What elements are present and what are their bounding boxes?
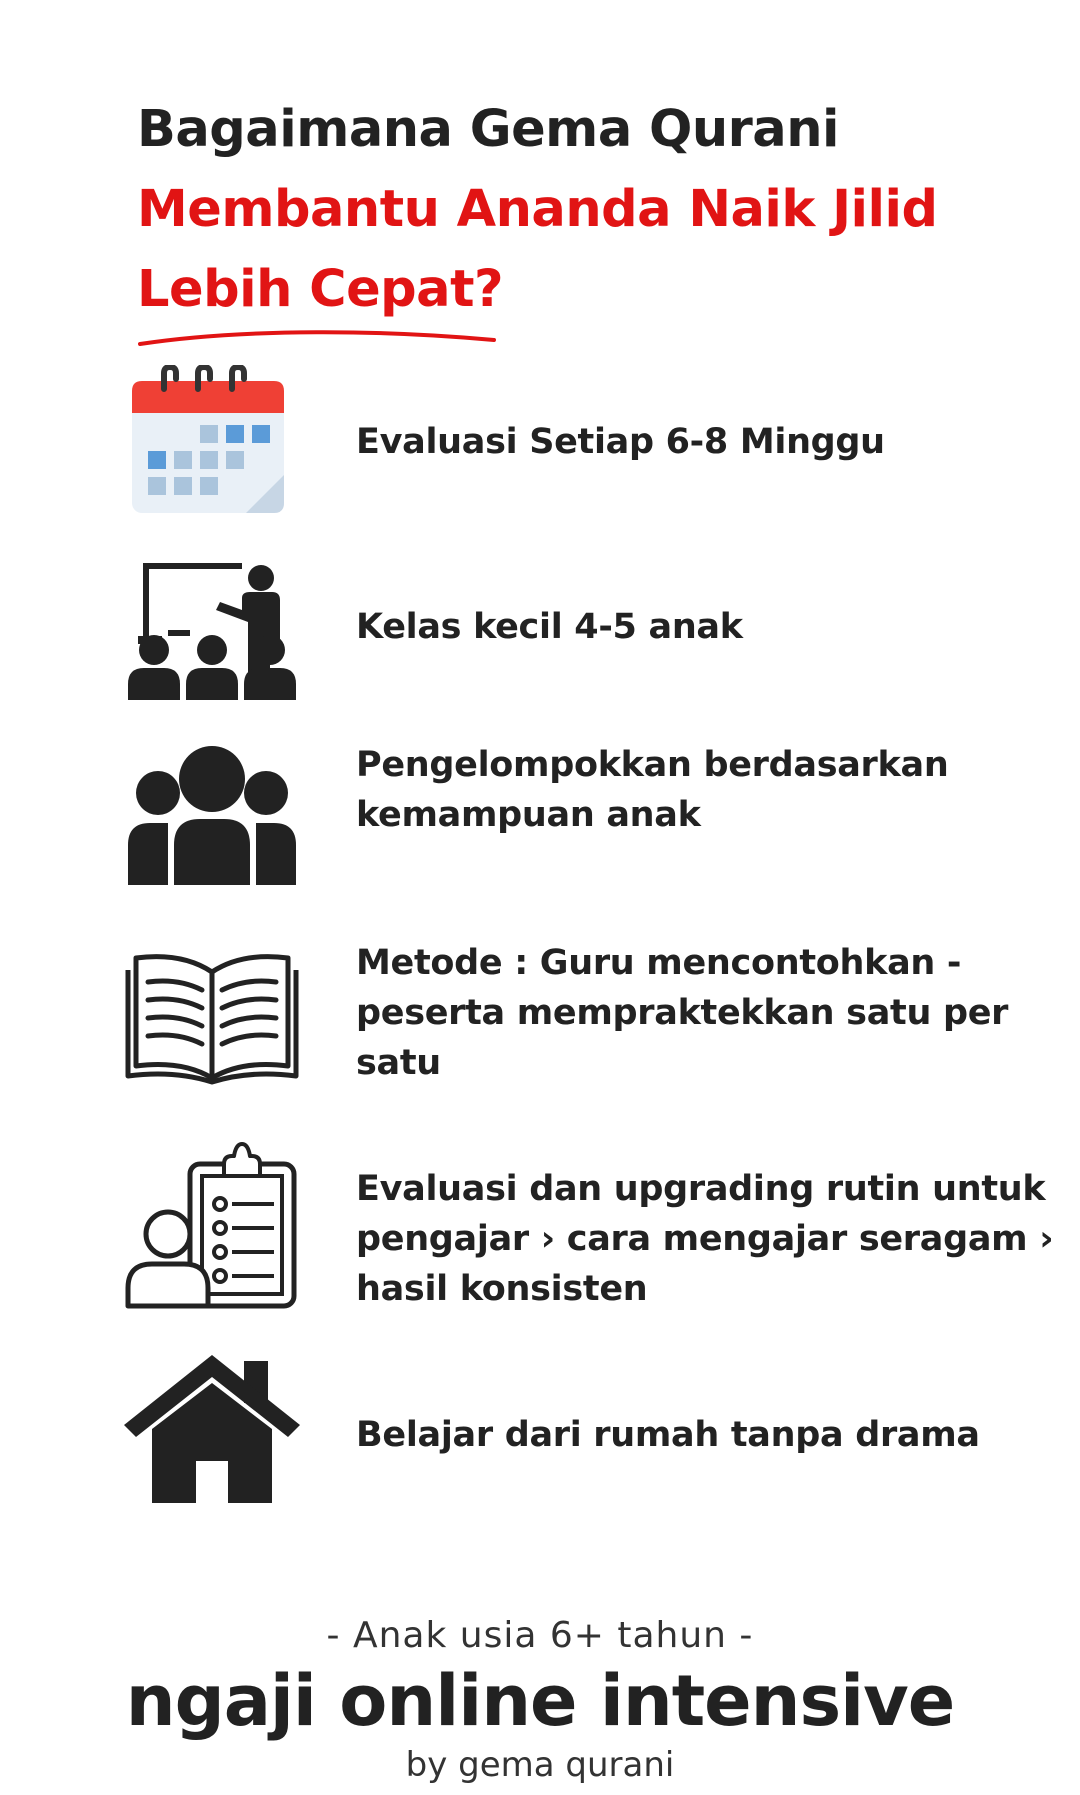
title-line-2: Membantu Ananda Naik Jilid [137,180,938,239]
open-book-icon [124,950,300,1085]
feature-text: Belajar dari rumah tanpa drama [356,1415,980,1455]
calendar-icon [124,365,300,525]
title-underline [136,326,498,350]
feature-text: Evaluasi Setiap 6-8 Minggu [356,422,885,462]
title-line-1: Bagaimana Gema Qurani [137,100,840,159]
title-line-3: Lebih Cepat? [137,260,504,319]
group-icon [124,745,300,890]
page-title [137,90,997,330]
teacher-classroom-icon [124,560,300,700]
feature-text: Pengelompokkan berdasarkan kemampuan anak [356,745,949,835]
feature-text: Metode : Guru mencontohkan - peserta mempraktekkan satu per satu [356,943,1009,1083]
footer-brand: ngaji online intensive [125,1660,955,1742]
feature-text: Evaluasi dan upgrading rutin untuk pengajar › cara mengajar seragam › hasil konsisten [356,1169,1054,1309]
feature-text: Kelas kecil 4-5 anak [356,607,743,647]
footer-tagline: - Anak usia 6+ tahun - [326,1615,754,1656]
clipboard-person-icon [124,1142,300,1312]
footer-byline: by gema qurani [405,1745,675,1785]
house-icon [124,1355,300,1505]
